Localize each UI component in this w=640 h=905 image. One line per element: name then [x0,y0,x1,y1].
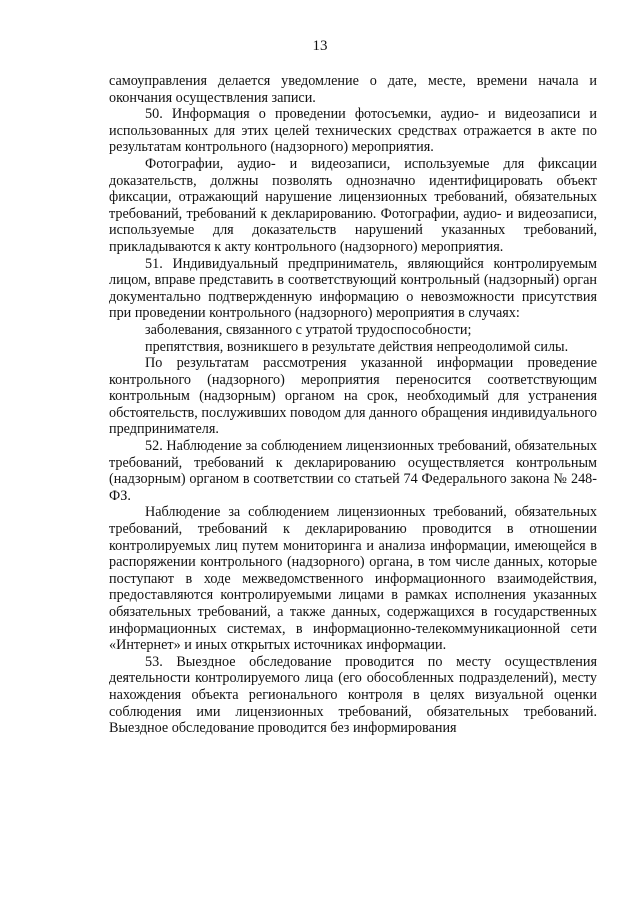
page-number: 13 [312,38,328,54]
document-body [109,73,597,737]
paragraph-51: 51. Индивидуальный предприниматель, являющийся контролируемым лицом, вправе представить в соответствующий контрольный (надзорный) орган документально подтвержденную информацию о невозможности присутствия при проведении контрольного (надзорного) мероприятия в случаях: [109,255,597,322]
paragraph-observation: Наблюдение за соблюдением лицензионных требований, обязательных требований, требований к декларированию проводится в отношении контролируемых лиц путем мониторинга и анализа информации, имеющейся в распоряжении контрольного (надзорного) органа, в том числе данных, которые поступают в ходе межведомственного информационного взаимодействия, предоставляются контролируемыми лицами в рамках исполнения указанных обязательных требований, а также данных, содержащихся в государственных информационных системах, в информационно-телекоммуникационной сети «Интернет» и иных открытых источниках информации. [109,504,597,654]
paragraph-photos: Фотографии, аудио- и видеозаписи, используемые для фиксации доказательств, должны позволять однозначно идентифицировать объект фиксации, отражающий нарушение лицензионных требований, обязательных требований, требований к декларированию. Фотографии, аудио- и видеозаписи, используемые для доказательств нарушений указанных требований, прикладываются к акту контрольного (надзорного) мероприятия. [109,155,597,255]
paragraph-50: 50. Информация о проведении фотосъемки, аудио- и видеозаписи и использованных для этих целей технических средствах отражается в акте по результатам контрольного (надзорного) мероприятия. [109,106,597,156]
paragraph-case-force-majeure: препятствия, возникшего в результате действия непреодолимой силы. [145,338,569,355]
paragraph-rescheduling: По результатам рассмотрения указанной информации проведение контрольного (надзорного) мероприятия переносится соответствующим контрольным (надзорным) органом на срок, необходимый для устранения обстоятельств, послуживших поводом для данного обращения индивидуального предпринимателя. [109,355,597,438]
paragraph-case-illness: заболевания, связанного с утратой трудоспособности; [145,321,472,338]
paragraph-53: 53. Выездное обследование проводится по месту осуществления деятельности контролируемого лица (его обособленных подразделений), месту нахождения объекта регионального контроля в целях визуальной оценки соблюдения ими лицензионных требований, обязательных требований. Выездное обследование проводится без информирования [109,653,597,737]
paragraph-52: 52. Наблюдение за соблюдением лицензионных требований, обязательных требований, требований к декларированию осуществляется контрольным (надзорным) органом в соответствии со статьей 74 Федерального закона № 248-ФЗ. [109,438,597,504]
paragraph-continuation: самоуправления делается уведомление о дате, месте, времени начала и окончания осуществления записи. [109,73,597,106]
